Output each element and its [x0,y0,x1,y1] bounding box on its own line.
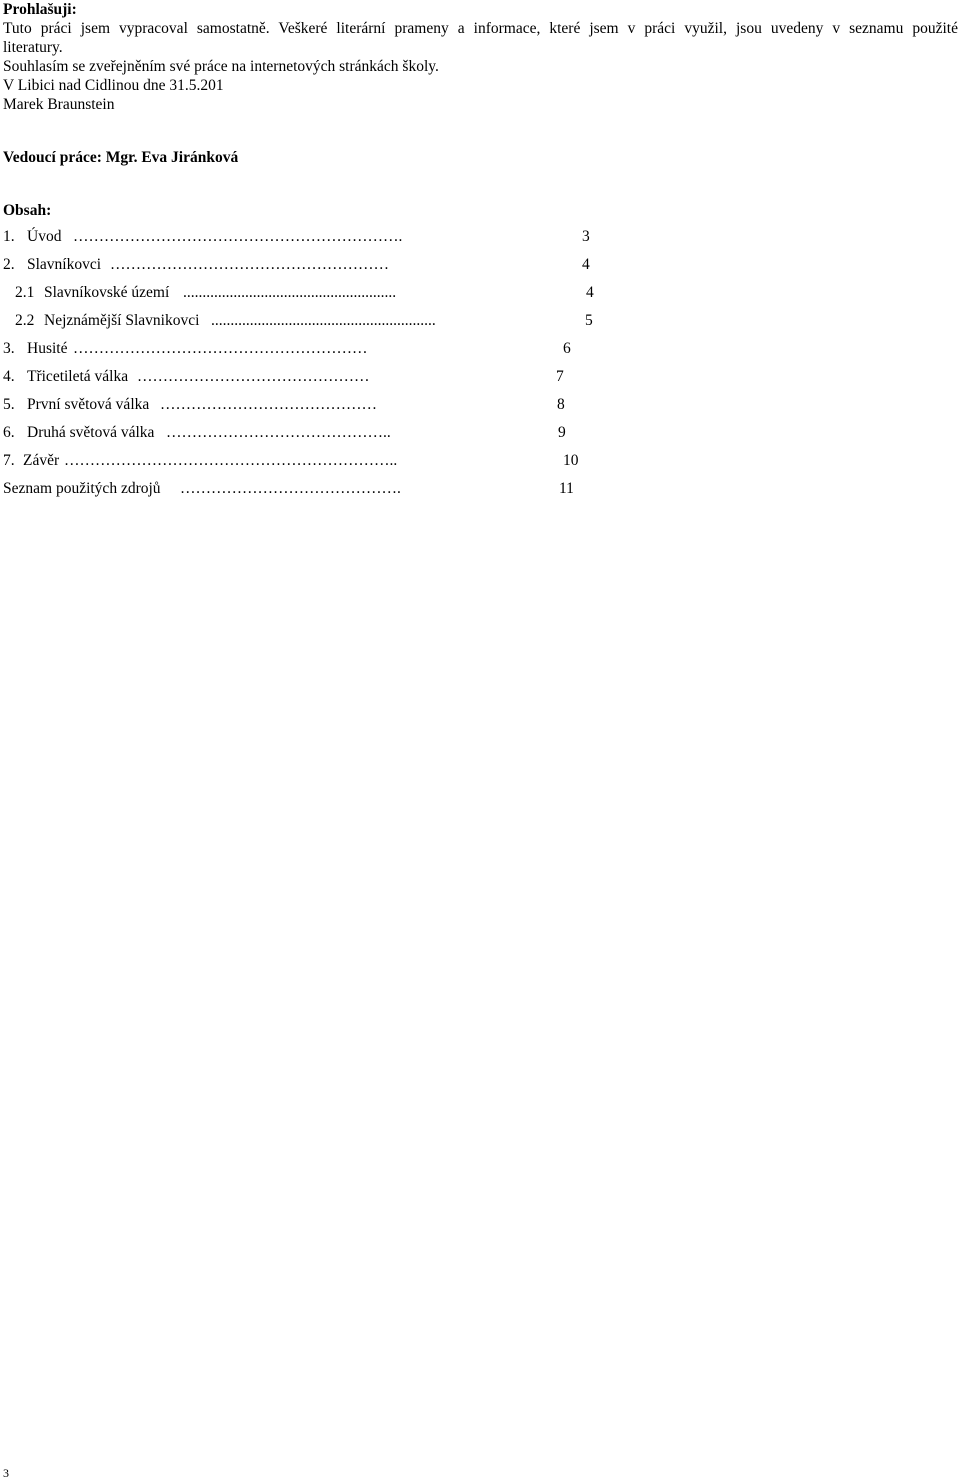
toc-entry-leader: ………………………………………………………. [73,228,403,245]
toc-entry-title: První světová válka [27,396,150,413]
toc-entry-leader: …………………………………….. [166,424,391,441]
toc-entry-title: Druhá světová válka [27,424,155,441]
toc-entry [3,423,703,451]
toc-entry-page: 3 [582,228,590,245]
toc-entry [3,227,703,255]
toc-entry-leader: ……………………………………. [180,480,401,497]
toc-entry-page: 10 [563,452,579,469]
toc-entry-title: Závěr [23,452,60,469]
toc-entry-title: Slavníkovci [27,256,102,273]
toc-entry-leader: ……………………………………… [137,368,370,385]
toc-entry-title: Úvod [27,228,62,245]
toc-entry-title: Slavníkovské území [44,284,170,301]
toc-entry-title: Husité [27,340,68,357]
declaration-text-line-1: Tuto práci jsem vypracoval samostatně. Veškeré literární prameny a informace, které jsem v práci využil, jsou uvedeny v seznamu použité [3,20,958,37]
toc-entry [3,311,703,339]
toc-entry-number: 2. [3,256,15,273]
toc-entry [3,283,703,311]
toc-entry-leader: ……………………………………………… [110,256,389,273]
toc-entry-number: 2.2 [15,312,35,329]
publication-consent: Souhlasím se zveřejněním své práce na internetových stránkách školy. [3,58,439,75]
toc-entry-number: 2.1 [15,284,35,301]
toc-entry-page: 9 [558,424,566,441]
toc-entry [3,255,703,283]
toc-entry-page: 8 [557,396,565,413]
toc-entry [3,339,703,367]
toc-entry-page: 11 [559,480,574,497]
toc-entry-page: 4 [586,284,594,301]
toc-entry [3,367,703,395]
toc-entry-leader: .......................................................... [211,312,436,329]
toc-entry-number: 7. [3,452,15,469]
table-of-contents [3,227,703,507]
toc-entry-leader: ....................................................... [183,284,397,301]
declaration-text-line-2: literatury. [3,39,63,56]
toc-entry-number: 1. [3,228,15,245]
toc-entry-page: 7 [556,368,564,385]
declaration-section [3,0,957,220]
toc-heading: Obsah: [3,202,52,219]
toc-entry-title: Třicetiletá válka [27,368,129,385]
toc-entry-leader: …………………………………… [160,396,377,413]
toc-entry-number: 6. [3,424,15,441]
toc-entry [3,451,703,479]
author-name: Marek Braunstein [3,96,115,113]
declaration-heading: Prohlašuji: [3,1,77,18]
supervisor-line: Vedoucí práce: Mgr. Eva Jiránková [3,149,239,166]
toc-entry-title: Nejznámější Slavnikovci [44,312,200,329]
toc-entry-number: 4. [3,368,15,385]
toc-entry-leader: ……………………………………………………….. [64,452,398,469]
place-and-date: V Libici nad Cidlinou dne 31.5.201 [3,77,224,94]
toc-entry-page: 5 [585,312,593,329]
toc-entry-number: 3. [3,340,15,357]
toc-entry-leader: ………………………………………………… [73,340,368,357]
toc-entry-title: Seznam použitých zdrojů [3,480,161,497]
toc-entry-page: 4 [582,256,590,273]
toc-entry [3,395,703,423]
toc-entry-page: 6 [563,340,571,357]
toc-entry-number: 5. [3,396,15,413]
toc-entry [3,479,703,507]
page-number: 3 [3,1466,9,1480]
